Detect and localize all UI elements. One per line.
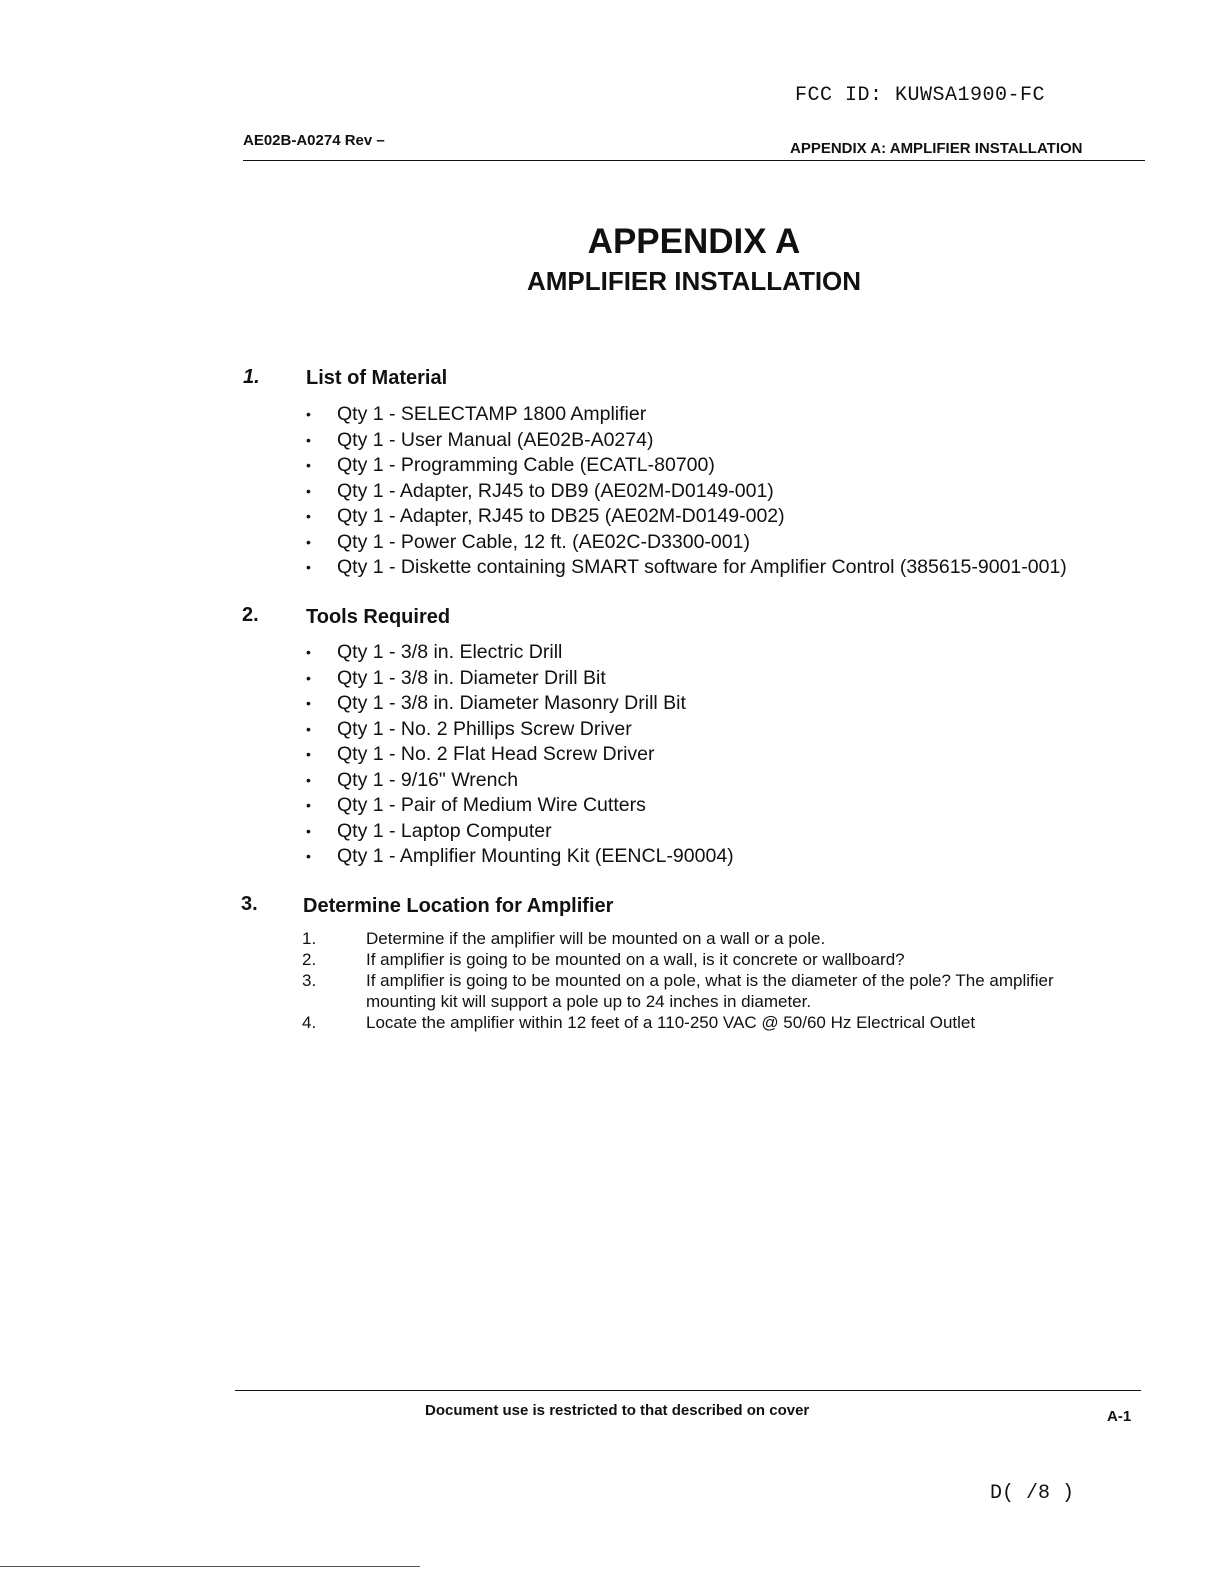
list-item: • Qty 1 - 3/8 in. Diameter Drill Bit <box>306 666 734 692</box>
step-item <box>302 1012 1096 1033</box>
list-item: • Qty 1 - Power Cable, 12 ft. (AE02C-D3300-001) <box>306 530 1067 556</box>
list-item: • Qty 1 - No. 2 Flat Head Screw Driver <box>306 742 734 768</box>
header-doc-number: AE02B-A0274 Rev – <box>243 132 385 149</box>
page-stamp: D( /8 ) <box>990 1482 1075 1505</box>
footer-divider <box>235 1390 1141 1391</box>
section-number: 3. <box>241 893 258 915</box>
header-divider <box>243 160 1145 161</box>
list-item: • Qty 1 - 9/16" Wrench <box>306 768 734 794</box>
step-number: 2. <box>302 950 317 969</box>
material-list <box>306 402 1067 581</box>
step-text: If amplifier is going to be mounted on a wall, is it concrete or wallboard? <box>366 950 905 969</box>
section-heading-tools-required: Tools Required <box>306 606 451 628</box>
list-item: • Qty 1 - 3/8 in. Electric Drill <box>306 640 734 666</box>
step-item <box>302 928 1096 949</box>
list-item: • Qty 1 - User Manual (AE02B-A0274) <box>306 428 1067 454</box>
list-item: • Qty 1 - Laptop Computer <box>306 819 734 845</box>
tools-list <box>306 640 734 870</box>
fcc-id: FCC ID: KUWSA1900-FC <box>795 84 1046 107</box>
step-text: Determine if the amplifier will be mounted on a wall or a pole. <box>366 929 826 948</box>
page-title: APPENDIX A <box>587 222 801 261</box>
section-heading-determine-location: Determine Location for Amplifier <box>303 895 614 917</box>
footer-notice: Document use is restricted to that described on cover <box>425 1402 810 1419</box>
list-item: • Qty 1 - Pair of Medium Wire Cutters <box>306 793 734 819</box>
list-item: • Qty 1 - Adapter, RJ45 to DB9 (AE02M-D0149-001) <box>306 479 1067 505</box>
list-item: • Qty 1 - Programming Cable (ECATL-80700) <box>306 453 1067 479</box>
bottom-edge-line <box>0 1566 420 1567</box>
list-item: • Qty 1 - SELECTAMP 1800 Amplifier <box>306 402 1067 428</box>
page-subtitle: AMPLIFIER INSTALLATION <box>526 266 862 296</box>
step-number: 1. <box>302 929 317 948</box>
section-number: 1. <box>243 366 260 388</box>
section-heading-list-of-material: List of Material <box>306 367 448 389</box>
list-item: • Qty 1 - 3/8 in. Diameter Masonry Drill Bit <box>306 691 734 717</box>
list-item: • Qty 1 - Diskette containing SMART software for Amplifier Control (385615-9001-001) <box>306 555 1067 581</box>
step-text: If amplifier is going to be mounted on a pole, what is the diameter of the pole? The amplifier mounting kit will support a pole up to 24 inches in diameter. <box>366 971 1054 1011</box>
step-number: 3. <box>302 971 317 990</box>
step-number: 4. <box>302 1013 317 1032</box>
list-item: • Qty 1 - Amplifier Mounting Kit (EENCL-90004) <box>306 844 734 870</box>
header-section-title: APPENDIX A: AMPLIFIER INSTALLATION <box>790 140 1083 157</box>
page-number: A-1 <box>1107 1408 1132 1425</box>
location-steps <box>302 928 1096 1033</box>
section-number: 2. <box>242 604 259 626</box>
list-item: • Qty 1 - No. 2 Phillips Screw Driver <box>306 717 734 743</box>
step-text: Locate the amplifier within 12 feet of a 110-250 VAC @ 50/60 Hz Electrical Outlet <box>366 1013 976 1032</box>
list-item: • Qty 1 - Adapter, RJ45 to DB25 (AE02M-D0149-002) <box>306 504 1067 530</box>
step-item <box>302 949 1096 970</box>
step-item <box>302 970 1096 1012</box>
